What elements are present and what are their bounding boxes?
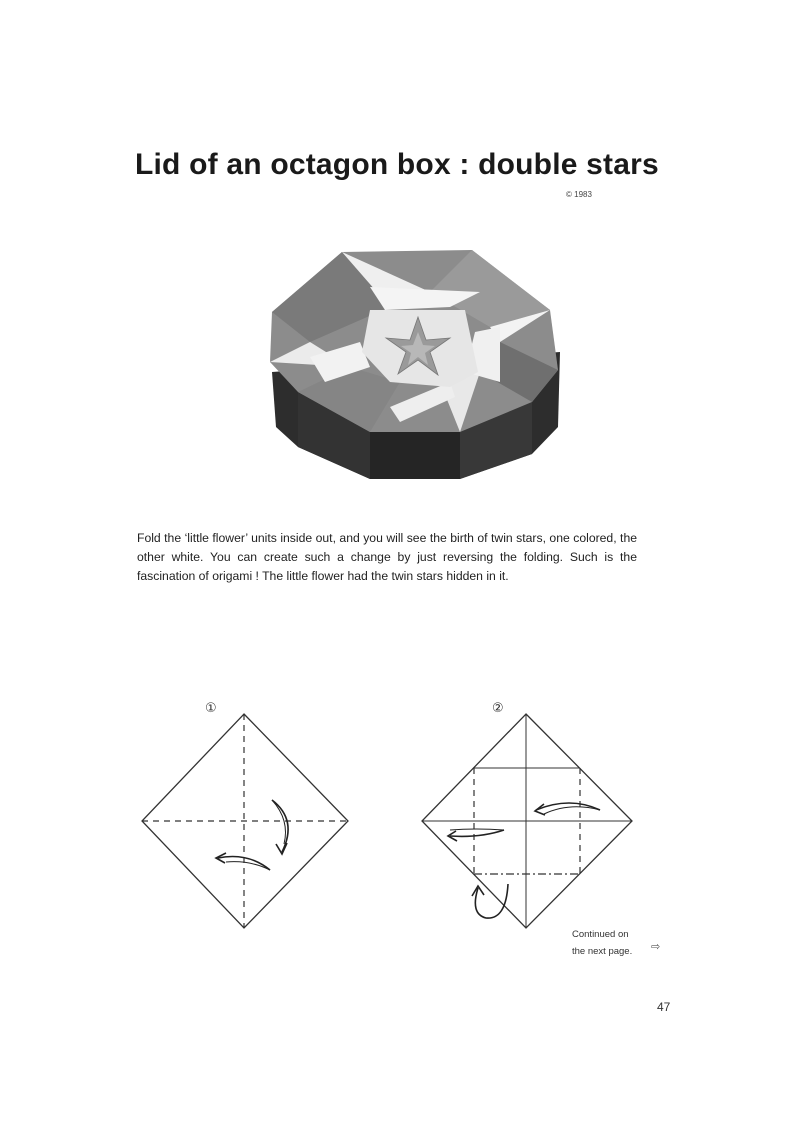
- page-title: Lid of an octagon box : double stars: [135, 148, 659, 181]
- continued-line-1: Continued on: [572, 929, 629, 940]
- fold-arrow-icon: [450, 830, 504, 836]
- description-paragraph: Fold the ‘little flower’ units inside out, and you will see the birth of twin stars, one colored, the other white. You can create such a change by just reversing the folding. Such is the fascination of origami ! The little flower had the twin stars hidden in it.: [137, 531, 637, 583]
- step-2-number: ②: [492, 701, 504, 716]
- page-number: 47: [657, 1000, 671, 1014]
- step-1-diagram: [140, 712, 352, 930]
- continued-note: [572, 926, 632, 960]
- continued-line-2: the next page.: [572, 946, 633, 957]
- copyright-notice: © 1983: [566, 190, 592, 199]
- octagon-box-photo: [250, 232, 580, 502]
- step-1-number: ①: [205, 701, 217, 716]
- step-2-diagram: [420, 712, 636, 932]
- next-page-arrow-icon: ⇨: [651, 941, 661, 953]
- box-side-front: [370, 432, 460, 479]
- fold-arrow-icon: [536, 803, 600, 810]
